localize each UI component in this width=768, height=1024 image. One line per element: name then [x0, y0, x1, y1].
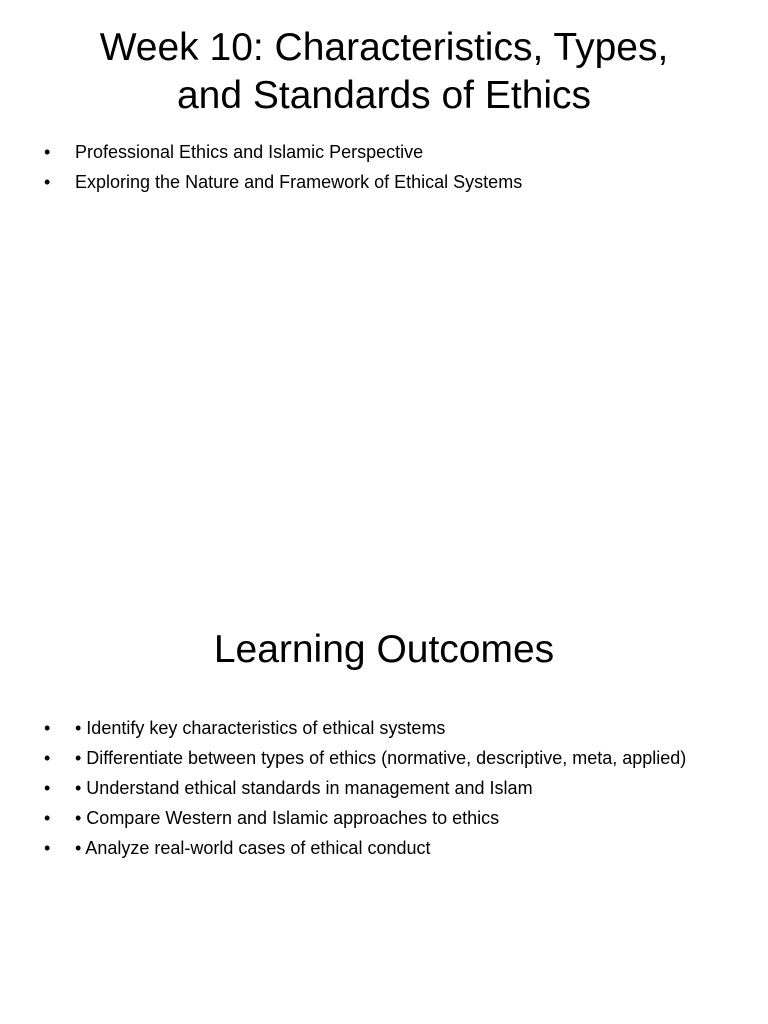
slide-title-line-1: Week 10: Characteristics, Types, — [99, 26, 669, 69]
list-item — [44, 806, 694, 831]
list-item — [44, 836, 694, 861]
slide-title-line-1: Learning Outcomes — [213, 628, 555, 671]
bullet-text: • Differentiate between types of ethics (normative, descriptive, meta, applied) — [75, 748, 687, 768]
slide-learning-outcomes — [0, 512, 768, 1024]
bullet-text: Professional Ethics and Islamic Perspective — [75, 142, 424, 162]
bullet-icon: • — [44, 838, 51, 858]
slide-title — [40, 626, 728, 674]
bullet-icon: • — [44, 778, 51, 798]
slide-title-line-2: and Standards of Ethics — [176, 74, 592, 117]
bullet-list — [44, 140, 694, 200]
bullet-icon: • — [44, 172, 51, 192]
bullet-text: • Analyze real-world cases of ethical conduct — [75, 838, 431, 858]
bullet-icon: • — [44, 142, 51, 162]
list-item — [44, 776, 694, 801]
bullet-text: • Understand ethical standards in management and Islam — [75, 778, 533, 798]
list-item — [44, 140, 694, 165]
bullet-icon: • — [44, 718, 51, 738]
bullet-text: • Identify key characteristics of ethical systems — [75, 718, 446, 738]
slide-title — [40, 24, 728, 120]
bullet-list — [44, 716, 694, 866]
bullet-icon: • — [44, 748, 51, 768]
bullet-icon: • — [44, 808, 51, 828]
list-item — [44, 716, 694, 741]
bullet-text: Exploring the Nature and Framework of Ethical Systems — [75, 172, 523, 192]
list-item — [44, 170, 694, 195]
bullet-text: • Compare Western and Islamic approaches to ethics — [75, 808, 500, 828]
list-item — [44, 746, 694, 771]
